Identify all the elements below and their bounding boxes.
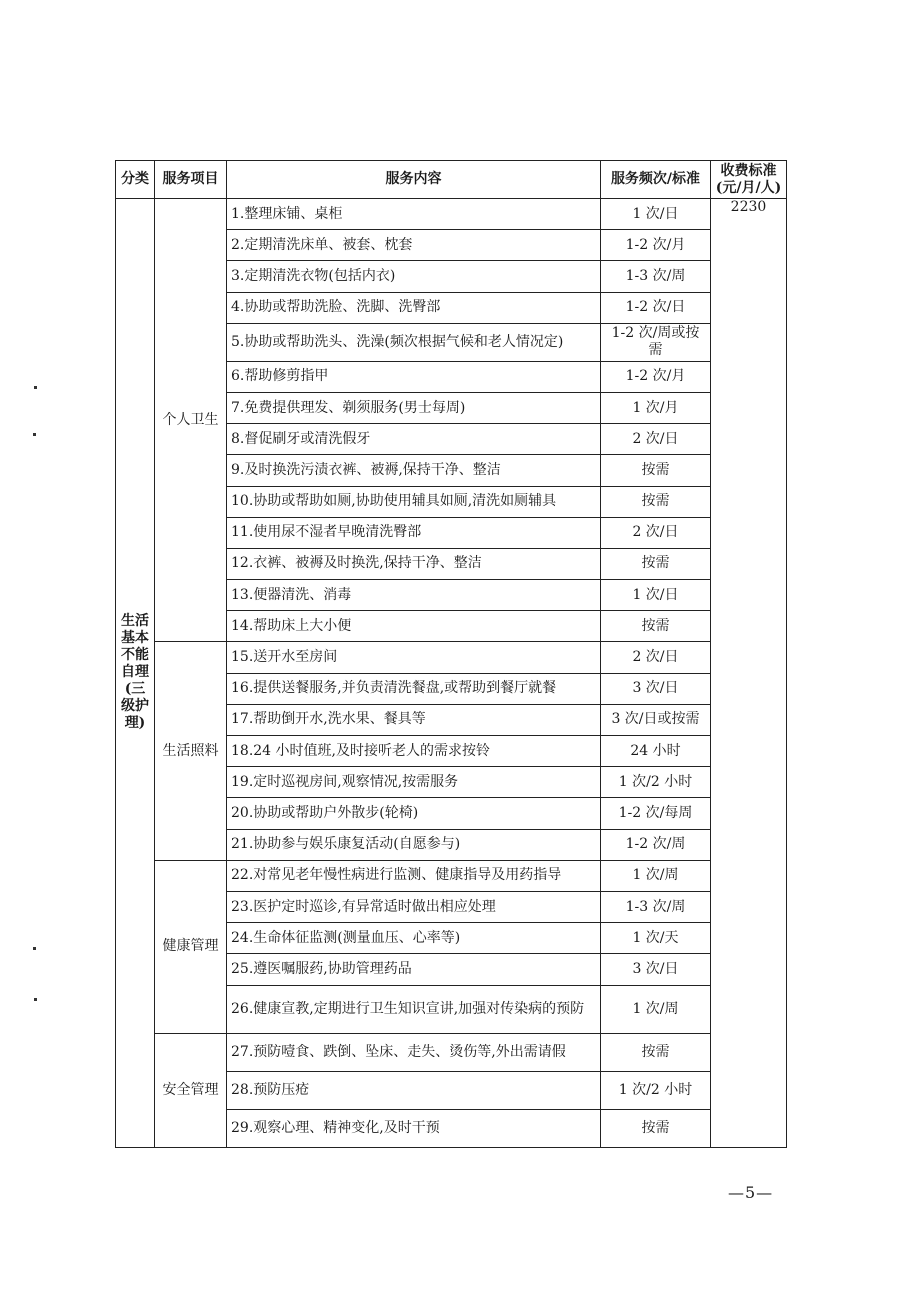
service-frequency: 1-2 次/日 [601, 292, 711, 323]
service-content: 25.遵医嘱服药,协助管理药品 [227, 954, 601, 985]
service-content: 2.定期清洗床单、被套、枕套 [227, 230, 601, 261]
header-content: 服务内容 [227, 161, 601, 199]
service-fee-table [115, 160, 787, 1148]
table-row [116, 1033, 787, 1071]
service-frequency: 按需 [601, 1033, 711, 1071]
service-content: 12.衣裤、被褥及时换洗,保持干净、整洁 [227, 548, 601, 579]
header-fee-line1: 收费标准 [720, 162, 777, 179]
group-personal-hygiene: 个人卫生 [155, 199, 227, 642]
service-frequency: 1 次/2 小时 [601, 1071, 711, 1109]
service-content: 9.及时换洗污渍衣裤、被褥,保持干净、整洁 [227, 455, 601, 486]
page-number: —5— [728, 1183, 774, 1202]
service-frequency: 1 次/日 [601, 199, 711, 230]
service-frequency: 3 次/日 [601, 673, 711, 704]
service-frequency: 按需 [601, 455, 711, 486]
fee-cell: 2230 [711, 199, 787, 1148]
service-content: 11.使用尿不湿者早晚清洗臀部 [227, 517, 601, 548]
service-content: 20.协助或帮助户外散步(轮椅) [227, 798, 601, 829]
service-frequency: 2 次/日 [601, 424, 711, 455]
service-frequency: 24 小时 [601, 736, 711, 767]
service-content: 29.观察心理、精神变化,及时干预 [227, 1109, 601, 1147]
header-fee-line2: (元/月/人) [715, 179, 782, 196]
group-safety-management: 安全管理 [155, 1033, 227, 1147]
service-content: 1.整理床铺、桌柜 [227, 199, 601, 230]
service-content: 22.对常见老年慢性病进行监测、健康指导及用药指导 [227, 860, 601, 891]
table-row [116, 642, 787, 673]
service-content: 10.协助或帮助如厕,协助使用辅具如厕,清洗如厕辅具 [227, 486, 601, 517]
scan-speck [34, 998, 37, 1001]
service-content: 24.生命体征监测(测量血压、心率等) [227, 923, 601, 954]
service-frequency: 按需 [601, 1109, 711, 1147]
service-frequency: 按需 [601, 548, 711, 579]
service-frequency: 按需 [601, 611, 711, 642]
service-frequency: 1-2 次/月 [601, 230, 711, 261]
service-frequency: 1-2 次/周 [601, 829, 711, 860]
header-fee [711, 161, 787, 199]
service-frequency: 1-3 次/周 [601, 891, 711, 922]
scan-speck [34, 386, 37, 389]
service-content: 23.医护定时巡诊,有异常适时做出相应处理 [227, 891, 601, 922]
service-frequency: 1 次/日 [601, 580, 711, 611]
service-frequency: 1-2 次/周或按需 [601, 323, 711, 361]
service-frequency: 1-3 次/周 [601, 261, 711, 292]
service-content: 4.协助或帮助洗脸、洗脚、洗臀部 [227, 292, 601, 323]
table-row [116, 199, 787, 230]
service-content: 15.送开水至房间 [227, 642, 601, 673]
service-content: 14.帮助床上大小便 [227, 611, 601, 642]
service-content: 13.便器清洗、消毒 [227, 580, 601, 611]
service-frequency: 按需 [601, 486, 711, 517]
service-content: 26.健康宣教,定期进行卫生知识宣讲,加强对传染病的预防 [227, 985, 601, 1033]
service-frequency: 1 次/月 [601, 392, 711, 423]
service-content: 6.帮助修剪指甲 [227, 361, 601, 392]
service-content: 3.定期清洗衣物(包括内衣) [227, 261, 601, 292]
scan-speck [33, 433, 36, 436]
header-item: 服务项目 [155, 161, 227, 199]
table-row [116, 860, 787, 891]
service-content: 17.帮助倒开水,洗水果、餐具等 [227, 704, 601, 735]
service-frequency: 2 次/日 [601, 517, 711, 548]
service-frequency: 3 次/日或按需 [601, 704, 711, 735]
service-content: 16.提供送餐服务,并负责清洗餐盘,或帮助到餐厅就餐 [227, 673, 601, 704]
service-frequency: 1-2 次/月 [601, 361, 711, 392]
service-content: 8.督促刷牙或清洗假牙 [227, 424, 601, 455]
table-header-row [116, 161, 787, 199]
category-cell: 生活基本不能自理(三级护理) [116, 199, 155, 1148]
service-content: 19.定时巡视房间,观察情况,按需服务 [227, 767, 601, 798]
service-frequency: 1-2 次/每周 [601, 798, 711, 829]
group-daily-care: 生活照料 [155, 642, 227, 860]
service-content: 5.协助或帮助洗头、洗澡(频次根据气候和老人情况定) [227, 323, 601, 361]
service-content: 27.预防噎食、跌倒、坠床、走失、烫伤等,外出需请假 [227, 1033, 601, 1071]
header-frequency: 服务频次/标准 [601, 161, 711, 199]
service-frequency: 1 次/2 小时 [601, 767, 711, 798]
service-frequency: 3 次/日 [601, 954, 711, 985]
service-content: 28.预防压疮 [227, 1071, 601, 1109]
service-frequency: 1 次/周 [601, 985, 711, 1033]
scan-speck [33, 947, 36, 950]
service-content: 21.协助参与娱乐康复活动(自愿参与) [227, 829, 601, 860]
service-content: 7.免费提供理发、剃须服务(男士每周) [227, 392, 601, 423]
service-frequency: 2 次/日 [601, 642, 711, 673]
service-content: 18.24 小时值班,及时接听老人的需求按铃 [227, 736, 601, 767]
header-category: 分类 [116, 161, 155, 199]
group-health-management: 健康管理 [155, 860, 227, 1033]
service-frequency: 1 次/周 [601, 860, 711, 891]
service-frequency: 1 次/天 [601, 923, 711, 954]
